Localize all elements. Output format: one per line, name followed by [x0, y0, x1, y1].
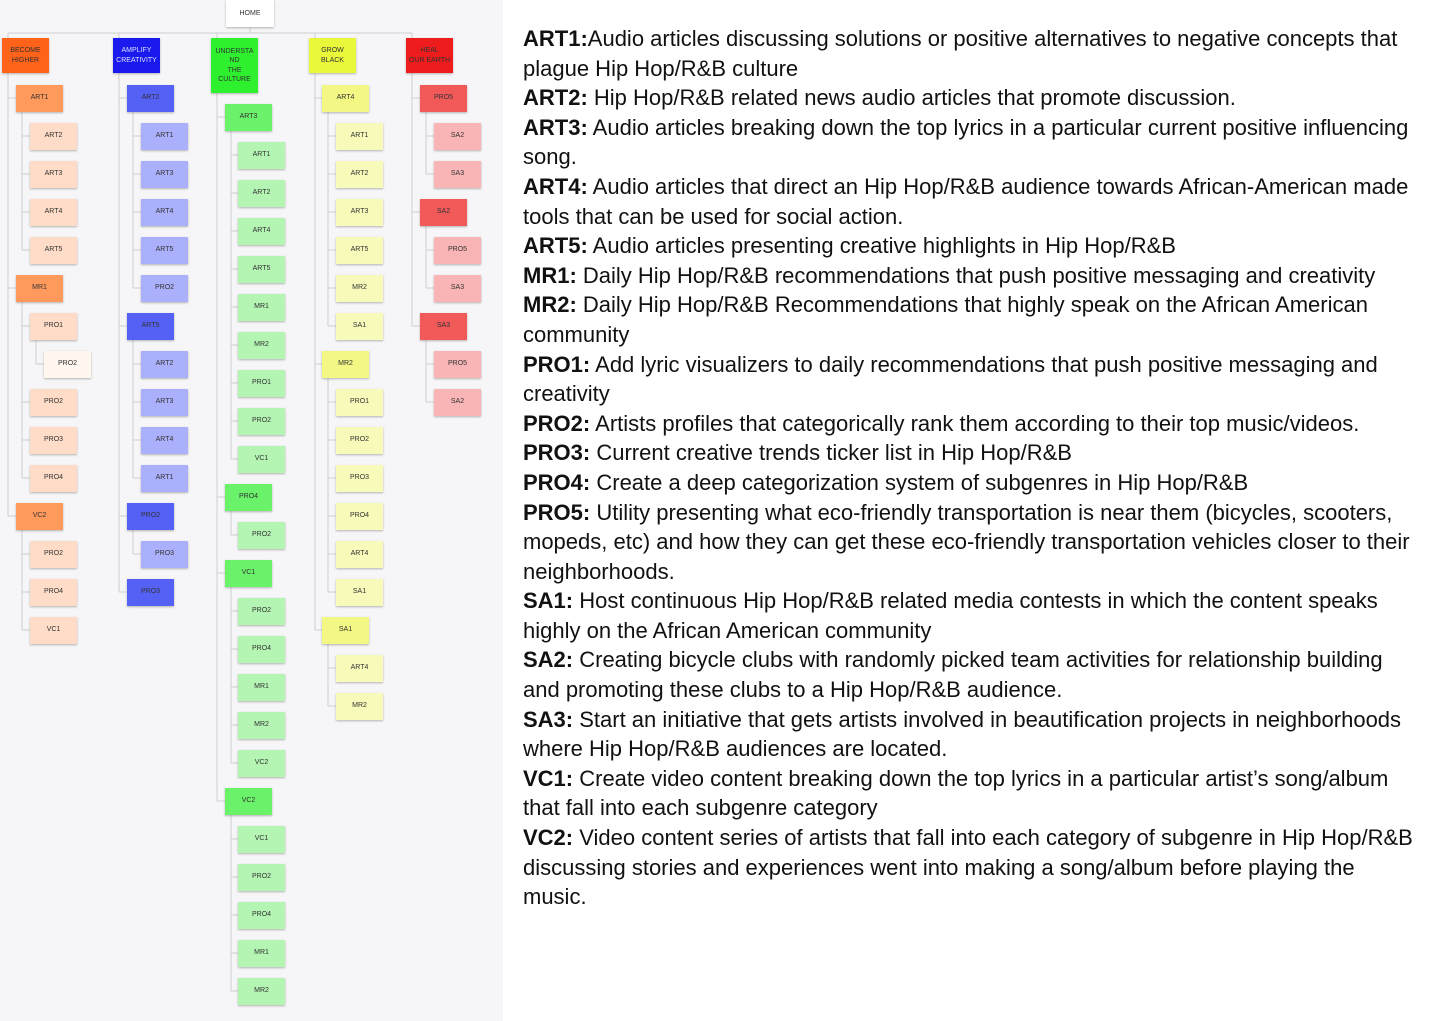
understand-the-culture-node-vc2[interactable]: VC2: [225, 788, 272, 815]
grow-black-node-pro2[interactable]: PRO2: [336, 427, 383, 454]
glossary-definition: Host continuous Hip Hop/R&B related media contests in which the content speaks highly on the African American community: [523, 588, 1378, 643]
become-higher-node-art4[interactable]: ART4: [30, 199, 77, 226]
glossary-definition: Audio articles breaking down the top lyrics in a particular current positive influencing song.: [523, 114, 1409, 170]
grow-black-node-art2[interactable]: ART2: [336, 161, 383, 188]
amplify-creativity-node-art2[interactable]: ART2: [127, 85, 174, 112]
glossary-item: [523, 113, 1423, 172]
understand-the-culture-node-pro2[interactable]: PRO2: [238, 522, 285, 549]
understand-the-culture-node-pro2[interactable]: PRO2: [238, 598, 285, 625]
grow-black-node-art1[interactable]: ART1: [336, 123, 383, 150]
become-higher-node-art2[interactable]: ART2: [30, 123, 77, 150]
become-higher-node-pro2[interactable]: PRO2: [30, 389, 77, 416]
sitemap-panel: [0, 0, 503, 1021]
understand-the-culture-node-mr2[interactable]: MR2: [238, 978, 285, 1005]
glossary-definition: Daily Hip Hop/R&B recommendations that push positive messaging and creativity: [576, 262, 1376, 288]
become-higher-node-art5[interactable]: ART5: [30, 237, 77, 264]
heal-our-earth-node-sa3[interactable]: SA3: [434, 275, 481, 302]
heal-our-earth-node-pro5[interactable]: PRO5: [434, 351, 481, 378]
glossary-term: VC2:: [523, 825, 574, 851]
glossary-term: MR2:: [523, 292, 577, 318]
amplify-creativity-node-art5[interactable]: ART5: [127, 313, 174, 340]
grow-black-node-art4[interactable]: ART4: [322, 85, 369, 112]
amplify-creativity-node-art3[interactable]: ART3: [141, 389, 188, 416]
glossary-term: PRO4:: [523, 469, 591, 495]
glossary-term: ART4:: [523, 173, 588, 199]
understand-the-culture-node-pro1[interactable]: PRO1: [238, 370, 285, 397]
become-higher-node-pro1[interactable]: PRO1: [30, 313, 77, 340]
understand-the-culture-node-pro4[interactable]: PRO4: [238, 902, 285, 929]
become-higher-node-pro2[interactable]: PRO2: [30, 541, 77, 568]
glossary-item: [523, 823, 1423, 912]
heal-our-earth-node-sa3[interactable]: SA3: [420, 313, 467, 340]
glossary-item: [523, 586, 1423, 645]
heal-our-earth-node-sa2[interactable]: SA2: [434, 123, 481, 150]
glossary-item: [523, 290, 1423, 349]
glossary-definition: Add lyric visualizers to daily recommendations that push positive messaging and creativity: [523, 351, 1378, 407]
glossary-item: [523, 83, 1423, 113]
grow-black-header[interactable]: GROW BLACK: [309, 38, 356, 73]
amplify-creativity-node-pro3[interactable]: PRO3: [141, 541, 188, 568]
glossary-item: [523, 498, 1423, 587]
glossary-item: [523, 24, 1423, 83]
understand-the-culture-node-pro2[interactable]: PRO2: [238, 864, 285, 891]
glossary-definition: Current creative trends ticker list in Hip Hop/R&B: [590, 440, 1072, 466]
amplify-creativity-node-art3[interactable]: ART3: [141, 161, 188, 188]
become-higher-header[interactable]: BECOME HIGHER: [2, 38, 49, 73]
grow-black-node-mr2[interactable]: MR2: [336, 693, 383, 720]
understand-the-culture-node-mr1[interactable]: MR1: [238, 674, 285, 701]
become-higher-node-pro3[interactable]: PRO3: [30, 427, 77, 454]
glossary-item: [523, 468, 1423, 498]
glossary-definition: Utility presenting what eco-friendly transportation is near them (bicycles, scooters, mopeds, etc) and how they can get these eco-friendly transportation vehicles closer to their neighborhoods.: [523, 499, 1410, 584]
grow-black-node-sa1[interactable]: SA1: [322, 617, 369, 644]
glossary-term: PRO2:: [523, 410, 591, 436]
glossary-definition: Create video content breaking down the top lyrics in a particular artist’s song/album that fall into each subgenre category: [523, 765, 1389, 821]
glossary-definition: Daily Hip Hop/R&B Recommendations that highly speak on the African American community: [523, 292, 1368, 347]
glossary-definition: Artists profiles that categorically rank them according to their top music/videos.: [590, 410, 1360, 436]
heal-our-earth-node-sa3[interactable]: SA3: [434, 161, 481, 188]
glossary-item: [523, 231, 1423, 261]
glossary-term: SA2:: [523, 647, 574, 673]
glossary-item: [523, 645, 1423, 704]
understand-the-culture-node-vc2[interactable]: VC2: [238, 750, 285, 777]
glossary-item: [523, 172, 1423, 231]
glossary-definition: Creating bicycle clubs with randomly picked team activities for relationship building and promoting these clubs to a Hip Hop/R&B audience.: [523, 647, 1383, 703]
glossary-term: SA3:: [523, 706, 574, 732]
heal-our-earth-node-sa2[interactable]: SA2: [420, 199, 467, 226]
understand-the-culture-node-pro4[interactable]: PRO4: [238, 636, 285, 663]
amplify-creativity-node-art4[interactable]: ART4: [141, 199, 188, 226]
grow-black-node-sa1[interactable]: SA1: [336, 313, 383, 340]
glossary-item: [523, 409, 1423, 439]
understand-the-culture-node-art3[interactable]: ART3: [225, 104, 272, 131]
glossary-definition: Audio articles presenting creative highlights in Hip Hop/R&B: [587, 233, 1176, 259]
heal-our-earth-header[interactable]: HEAL OUR EARTH: [406, 38, 453, 73]
grow-black-node-mr2[interactable]: MR2: [322, 351, 369, 378]
understand-the-culture-node-mr1[interactable]: MR1: [238, 940, 285, 967]
become-higher-node-pro4[interactable]: PRO4: [30, 579, 77, 606]
amplify-creativity-node-art1[interactable]: ART1: [141, 465, 188, 492]
grow-black-node-sa1[interactable]: SA1: [336, 579, 383, 606]
become-higher-node-art3[interactable]: ART3: [30, 161, 77, 188]
home-node[interactable]: HOME: [226, 0, 274, 27]
amplify-creativity-node-art1[interactable]: ART1: [141, 123, 188, 150]
understand-the-culture-node-art5[interactable]: ART5: [238, 256, 285, 283]
glossary-term: ART5:: [523, 233, 588, 259]
amplify-creativity-node-pro3[interactable]: PRO3: [127, 579, 174, 606]
grow-black-node-pro3[interactable]: PRO3: [336, 465, 383, 492]
understand-the-culture-node-vc1[interactable]: VC1: [238, 826, 285, 853]
grow-black-node-art5[interactable]: ART5: [336, 237, 383, 264]
glossary-term: PRO3:: [523, 440, 591, 466]
amplify-creativity-node-pro2[interactable]: PRO2: [141, 275, 188, 302]
understand-the-culture-node-pro4[interactable]: PRO4: [225, 484, 272, 511]
become-higher-node-art1[interactable]: ART1: [16, 85, 63, 112]
understand-the-culture-node-mr2[interactable]: MR2: [238, 712, 285, 739]
understand-the-culture-node-vc1[interactable]: VC1: [238, 446, 285, 473]
glossary-definition: Audio articles discussing solutions or positive alternatives to negative concepts that plague Hip Hop/R&B culture: [523, 26, 1398, 81]
understand-the-culture-node-mr1[interactable]: MR1: [238, 294, 285, 321]
glossary-definition: Start an initiative that gets artists involved in beautification projects in neighborhoods where Hip Hop/R&B audiences are located.: [523, 706, 1402, 762]
understand-the-culture-node-art2[interactable]: ART2: [238, 180, 285, 207]
glossary-definition: Audio articles that direct an Hip Hop/R&B audience towards African-American made tools that can be used for social action.: [523, 173, 1409, 229]
heal-our-earth-node-pro5[interactable]: PRO5: [434, 237, 481, 264]
glossary-item: [523, 764, 1423, 823]
glossary-term: MR1:: [523, 262, 577, 288]
grow-black-node-pro4[interactable]: PRO4: [336, 503, 383, 530]
grow-black-node-pro1[interactable]: PRO1: [336, 389, 383, 416]
become-higher-node-mr1[interactable]: MR1: [16, 275, 63, 302]
glossary-term: PRO5:: [523, 499, 591, 525]
heal-our-earth-node-sa2[interactable]: SA2: [434, 389, 481, 416]
understand-the-culture-header[interactable]: UNDERSTA ND THE CULTURE: [211, 38, 258, 93]
become-higher-node-vc1[interactable]: VC1: [30, 617, 77, 644]
grow-black-node-art4[interactable]: ART4: [336, 655, 383, 682]
understand-the-culture-node-pro2[interactable]: PRO2: [238, 408, 285, 435]
glossary-term: ART1:: [523, 26, 588, 51]
glossary-definition: Hip Hop/R&B related news audio articles that promote discussion.: [587, 85, 1236, 111]
glossary-item: [523, 261, 1423, 291]
grow-black-node-mr2[interactable]: MR2: [336, 275, 383, 302]
understand-the-culture-node-vc1[interactable]: VC1: [225, 560, 272, 587]
grow-black-node-art4[interactable]: ART4: [336, 541, 383, 568]
amplify-creativity-node-art5[interactable]: ART5: [141, 237, 188, 264]
heal-our-earth-node-pro5[interactable]: PRO5: [420, 85, 467, 112]
glossary-item: [523, 350, 1423, 409]
glossary-term: ART2:: [523, 85, 588, 111]
become-higher-node-pro4[interactable]: PRO4: [30, 465, 77, 492]
glossary-definition: Create a deep categorization system of subgenres in Hip Hop/R&B: [590, 469, 1249, 495]
glossary-term: PRO1:: [523, 351, 591, 377]
understand-the-culture-node-art1[interactable]: ART1: [238, 142, 285, 169]
become-higher-node-vc2[interactable]: VC2: [16, 503, 63, 530]
glossary-term: VC1:: [523, 765, 574, 791]
amplify-creativity-node-art4[interactable]: ART4: [141, 427, 188, 454]
glossary-definition: Video content series of artists that fall into each category of subgenre in Hip Hop/R&B discussing stories and experiences went into making a song/album before playing the music.: [523, 825, 1413, 910]
understand-the-culture-node-mr2[interactable]: MR2: [238, 332, 285, 359]
amplify-creativity-node-pro2[interactable]: PRO2: [127, 503, 174, 530]
glossary-item: [523, 438, 1423, 468]
glossary-term: ART3:: [523, 114, 588, 140]
become-higher-node-pro2[interactable]: PRO2: [44, 351, 91, 378]
glossary-list: [523, 24, 1423, 912]
understand-the-culture-node-art4[interactable]: ART4: [238, 218, 285, 245]
grow-black-node-art3[interactable]: ART3: [336, 199, 383, 226]
glossary-term: SA1:: [523, 588, 574, 614]
amplify-creativity-header[interactable]: AMPLIFY CREATIVITY: [113, 38, 160, 73]
glossary-item: [523, 705, 1423, 764]
amplify-creativity-node-art2[interactable]: ART2: [141, 351, 188, 378]
